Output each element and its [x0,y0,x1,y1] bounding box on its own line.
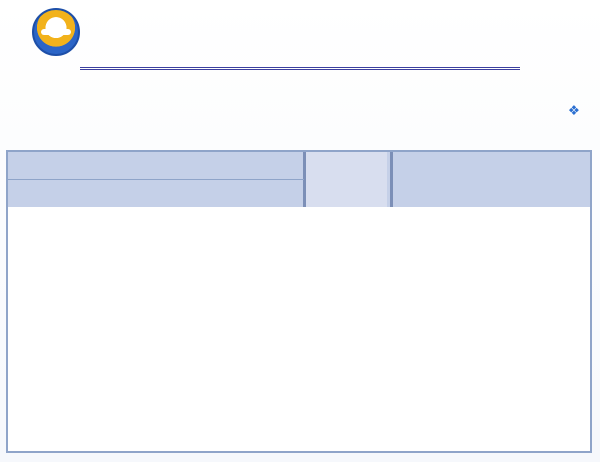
phenomena-title [8,152,304,180]
weather-summary [20,100,580,123]
forecast-table [6,150,592,453]
title-divider [80,67,520,70]
column-header-region [390,152,590,207]
diamond-bullet-icon: ❖ [567,103,580,119]
meteorology-logo-icon [32,8,80,56]
column-header-temperature [303,152,387,207]
column-header-phenomena [8,152,304,207]
